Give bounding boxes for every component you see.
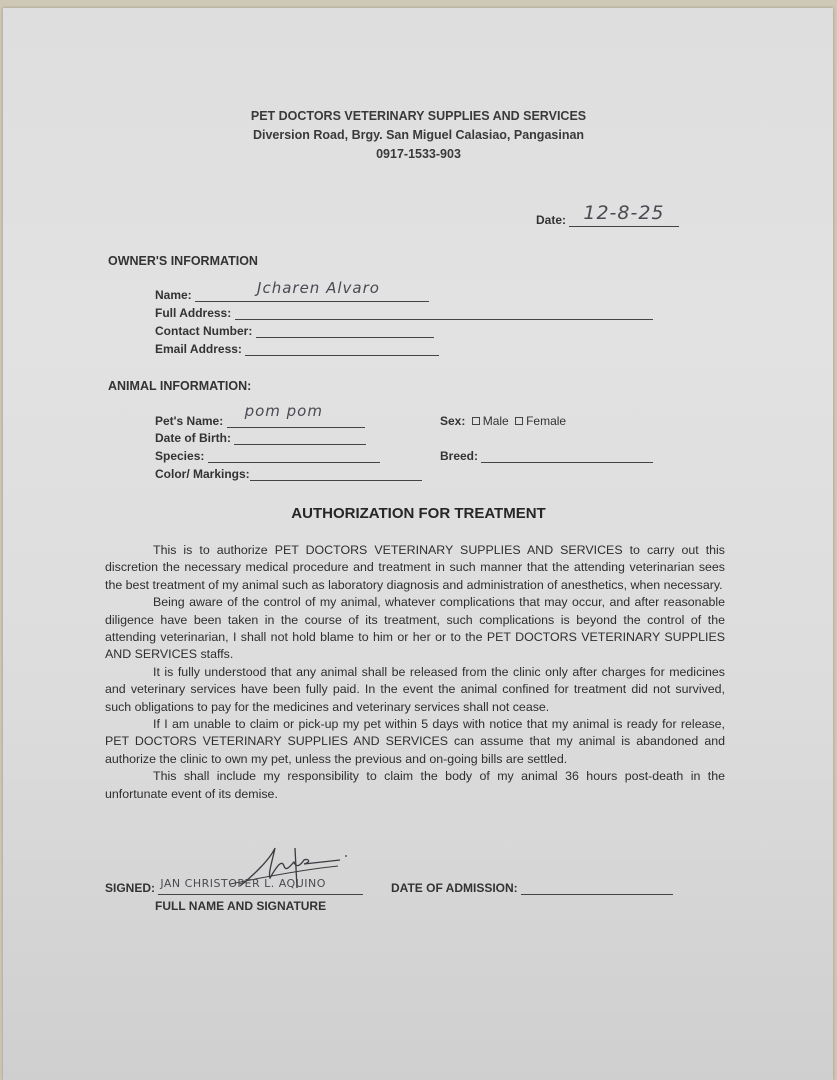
signed-field	[105, 877, 363, 895]
color-input[interactable]	[250, 467, 422, 481]
business-address: Diversion Road, Brgy. San Miguel Calasiao, Pangasinan	[252, 128, 585, 142]
authorization-paragraph: Being aware of the control of my animal, whatever complications that may occur, and after reasonable diligence have been taken in the course of its treatment, such complications is beyond the control of the attending veterinarian, I shall not hold blame to him or her or to the PET DOCTORS VETERINARY SUPPLIES AND SERVICES staffs.	[105, 595, 725, 662]
color-field	[155, 467, 422, 483]
sex-label: Sex:	[440, 414, 466, 428]
signed-value: JAN CHRISTOPER L. AQUINO	[160, 877, 326, 890]
owner-name-input[interactable]	[195, 279, 429, 302]
authorization-paragraph: If I am unable to claim or pick-up my pet within 5 days with notice that my animal is ready for release, PET DOCTORS VETERINARY SUPPLIES AND SERVICES can assume that my animal is abandoned and authorize the clinic to own my pet, unless the previous and on-going bills are settled.	[105, 717, 725, 766]
authorization-paragraph: It is fully understood that any animal shall be released from the clinic only after charges for medicines and veterinary services have been fully paid. In the event the animal confined for treatment did not survived, such obligations to pay for the medicines and veterinary services shall not cease.	[105, 664, 725, 714]
authorization-paragraph: This shall include my responsibility to claim the body of my animal 36 hours post-death in the unfortunate event of its demise.	[105, 769, 725, 801]
admission-date-field	[391, 880, 673, 895]
authorization-paragraph: This is to authorize PET DOCTORS VETERINARY SUPPLIES AND SERVICES to carry out this discretion the necessary medical procedure and treatment in such manner that the attending veterinarian sees the best treatment of my animal such as laboratory diagnosis and administration of anesthetics, when necessary.	[105, 543, 725, 592]
owner-address-field	[155, 306, 653, 322]
owner-email-label: Email Address:	[155, 342, 242, 356]
date-input[interactable]	[569, 202, 679, 227]
signed-label: SIGNED:	[105, 881, 156, 895]
pet-name-field	[155, 402, 365, 430]
sex-male-label: Male	[482, 414, 509, 428]
date-value: 12-8-25	[583, 202, 665, 224]
sex-female-checkbox[interactable]	[515, 417, 523, 425]
breed-label: Breed:	[440, 449, 479, 463]
owner-name-label: Name:	[155, 288, 192, 302]
breed-input[interactable]	[481, 449, 653, 463]
color-label: Color/ Markings:	[155, 467, 250, 481]
owner-name-value: Jcharen Alvaro	[257, 279, 380, 297]
breed-field	[440, 449, 653, 465]
species-label: Species:	[155, 449, 205, 463]
owner-address-input[interactable]	[235, 306, 653, 320]
dob-field	[155, 431, 366, 447]
owner-contact-label: Contact Number:	[155, 324, 253, 338]
species-input[interactable]	[208, 449, 380, 463]
form-header	[0, 107, 837, 164]
date-label: Date:	[536, 213, 567, 227]
pet-name-label: Pet's Name:	[155, 414, 224, 428]
sex-female-label: Female	[526, 414, 567, 428]
signed-input[interactable]	[158, 877, 363, 895]
admission-date-input[interactable]	[521, 880, 673, 895]
species-field	[155, 449, 380, 465]
business-name: PET DOCTORS VETERINARY SUPPLIES AND SERVICES	[250, 109, 587, 123]
owner-contact-input[interactable]	[256, 324, 434, 338]
owner-email-field	[155, 342, 439, 358]
animal-section-title: ANIMAL INFORMATION:	[108, 379, 252, 393]
date-field	[536, 202, 679, 227]
authorization-body	[105, 542, 725, 803]
pet-name-value: pom pom	[244, 402, 323, 420]
pet-name-input[interactable]	[227, 402, 365, 428]
owner-address-label: Full Address:	[155, 306, 232, 320]
authorization-title: AUTHORIZATION FOR TREATMENT	[291, 505, 546, 522]
owner-section-title: OWNER'S INFORMATION	[108, 254, 258, 268]
admission-date-label: DATE OF ADMISSION:	[391, 881, 518, 895]
sex-field	[440, 414, 566, 430]
dob-label: Date of Birth:	[155, 431, 231, 445]
owner-email-input[interactable]	[245, 342, 439, 356]
sex-male-checkbox[interactable]	[472, 417, 480, 425]
signature-caption: FULL NAME AND SIGNATURE	[155, 899, 327, 913]
owner-contact-field	[155, 324, 434, 340]
business-phone: 0917-1533-903	[376, 147, 461, 161]
dob-input[interactable]	[234, 431, 366, 445]
owner-name-field	[155, 279, 429, 304]
